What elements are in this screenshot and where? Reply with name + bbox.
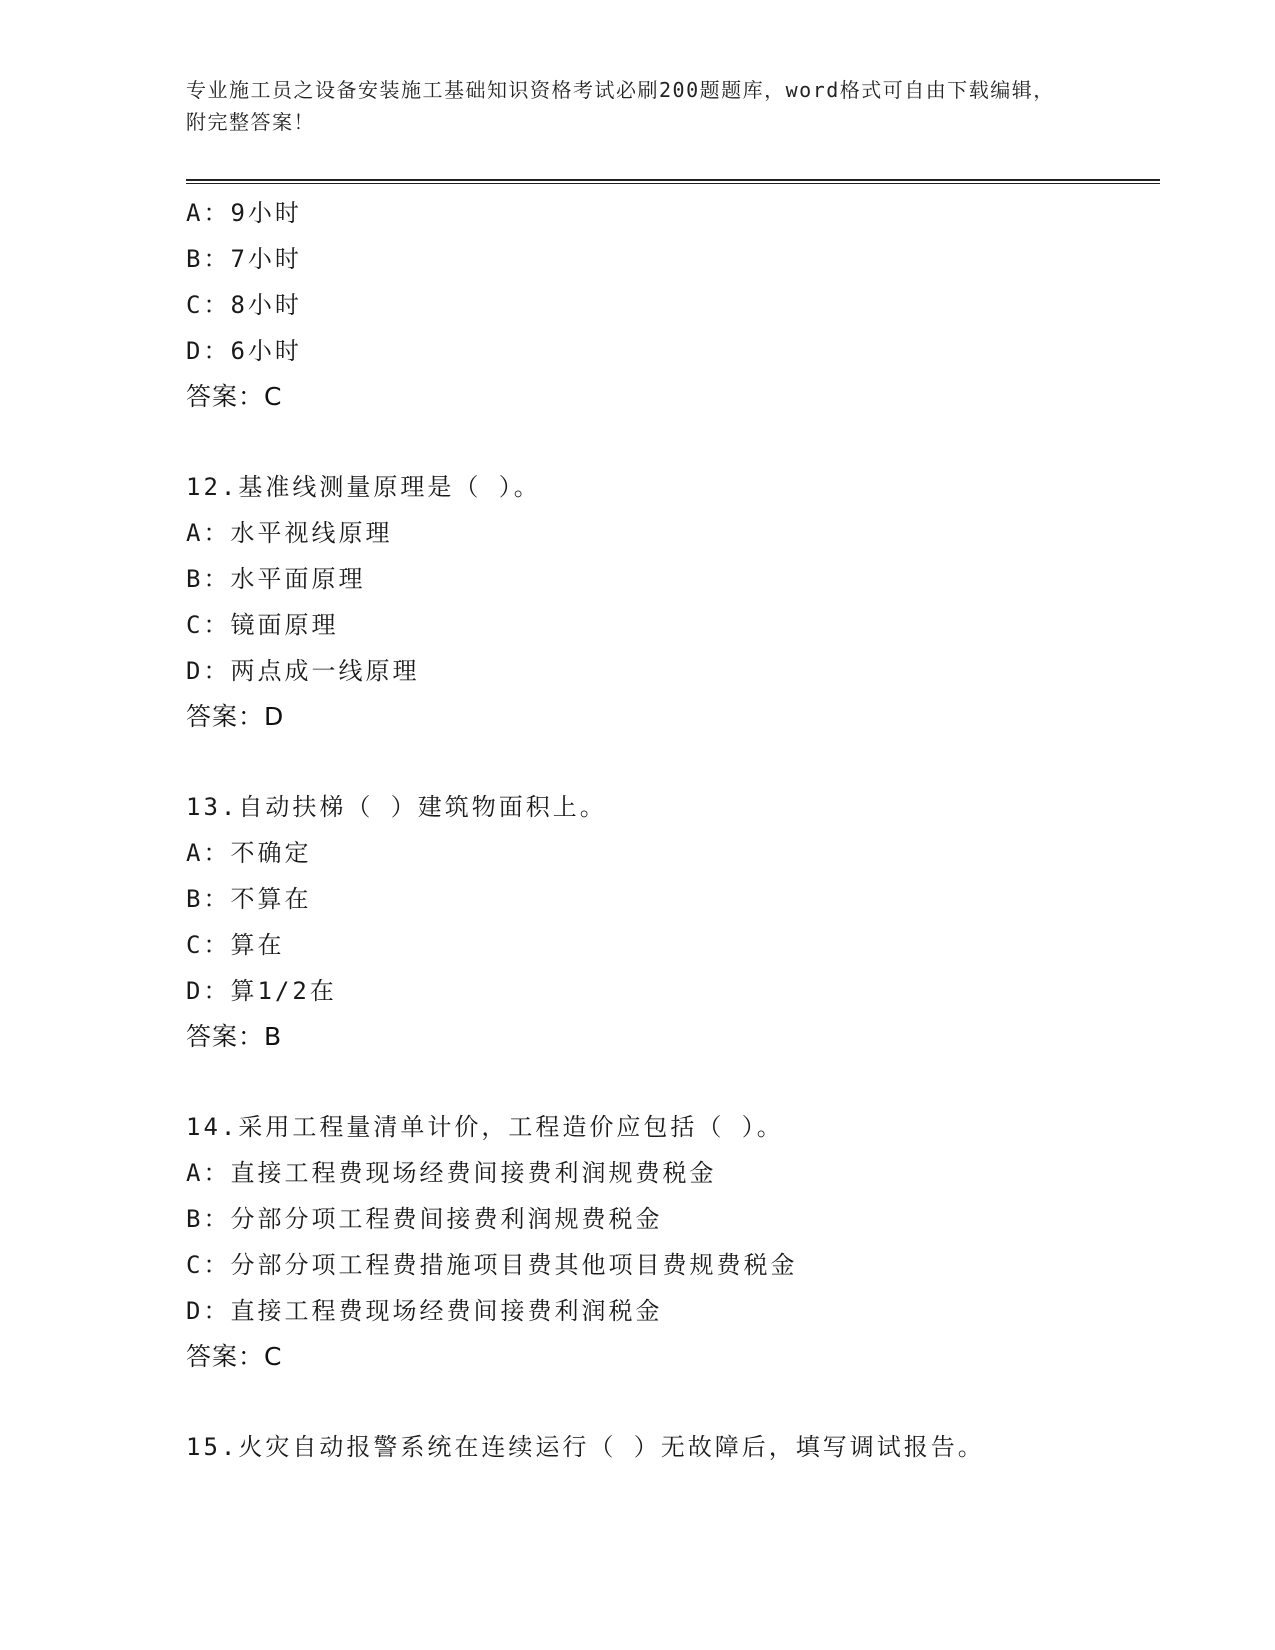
option-d: D：6小时 (186, 337, 302, 365)
option-d: D：两点成一线原理 (186, 657, 420, 685)
option-a: A：水平视线原理 (186, 519, 393, 547)
option-a: A：不确定 (186, 839, 312, 867)
document-header: 专业施工员之设备安装施工基础知识资格考试必刷200题题库，word格式可自由下载编辑，附完整答案！ (186, 78, 1055, 134)
option-a: A：9小时 (186, 199, 302, 227)
option-b: B：分部分项工程费间接费利润规费税金 (186, 1205, 663, 1233)
spacer (186, 1060, 1166, 1104)
question-13 (186, 784, 1166, 1060)
header-double-rule (186, 179, 1160, 185)
spacer (186, 1380, 1166, 1424)
question-11 (186, 190, 1166, 420)
option-b: B：不算在 (186, 885, 312, 913)
spacer (186, 420, 1166, 464)
option-c: C：分部分项工程费措施项目费其他项目费规费税金 (186, 1251, 798, 1279)
answer: 答案：C (186, 382, 283, 411)
answer: 答案：D (186, 702, 285, 731)
option-c: C：算在 (186, 931, 285, 959)
header-rule-thick (186, 179, 1160, 181)
option-d: D：直接工程费现场经费间接费利润税金 (186, 1297, 663, 1325)
answer: 答案：B (186, 1022, 283, 1051)
question-text: 12.基准线测量原理是（ ）。 (186, 473, 541, 501)
option-b: B：水平面原理 (186, 565, 366, 593)
header-rule-thin (186, 183, 1160, 184)
question-text: 15.火灾自动报警系统在连续运行（ ）无故障后，填写调试报告。 (186, 1433, 985, 1461)
question-list (186, 190, 1166, 1470)
option-a: A：直接工程费现场经费间接费利润规费税金 (186, 1159, 717, 1187)
answer: 答案：C (186, 1342, 283, 1371)
option-c: C：8小时 (186, 291, 302, 319)
option-b: B：7小时 (186, 245, 302, 273)
question-14 (186, 1104, 1166, 1380)
spacer (186, 740, 1166, 784)
question-12 (186, 464, 1166, 740)
option-c: C：镜面原理 (186, 611, 339, 639)
option-d: D：算1/2在 (186, 977, 337, 1005)
question-text: 13.自动扶梯（ ）建筑物面积上。 (186, 793, 607, 821)
question-text: 14.采用工程量清单计价，工程造价应包括（ ）。 (186, 1113, 784, 1141)
question-15 (186, 1424, 1166, 1470)
